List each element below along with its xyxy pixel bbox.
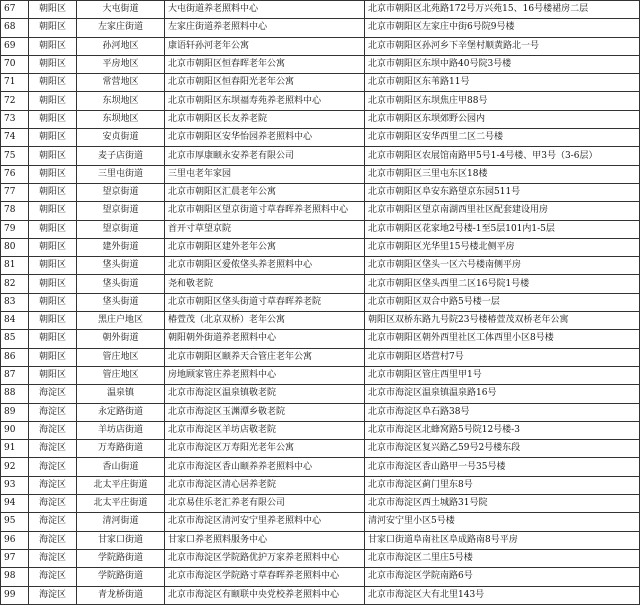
institution-name-cell: 北京市朝阳区恒春晖老年公寓 <box>165 55 365 73</box>
street-cell: 北太平庄街道 <box>77 476 165 494</box>
row-number: 85 <box>1 330 29 348</box>
table-row <box>1 220 640 238</box>
institution-name-cell: 北京市朝阳区爱侬垡头养老照料中心 <box>165 257 365 275</box>
district-cell: 海淀区 <box>29 513 77 531</box>
row-number: 99 <box>1 586 29 604</box>
table-row <box>1 312 640 330</box>
institution-name-cell: 北京市海淀区清心居养老院 <box>165 476 365 494</box>
district-cell: 海淀区 <box>29 458 77 476</box>
district-cell: 朝阳区 <box>29 312 77 330</box>
row-number: 93 <box>1 476 29 494</box>
institution-name-cell: 尧和敬老院 <box>165 275 365 293</box>
district-cell: 朝阳区 <box>29 37 77 55</box>
address-cell: 北京市朝阳区阜安东路望京东园511号 <box>365 183 640 201</box>
row-number: 68 <box>1 19 29 37</box>
street-cell: 北太平庄街道 <box>77 495 165 513</box>
row-number: 78 <box>1 202 29 220</box>
institution-name-cell: 椿萱茂（北京双桥）老年公寓 <box>165 312 365 330</box>
table-row <box>1 202 640 220</box>
address-cell: 北京市朝阳区农展馆南路甲5号1-4号楼、甲3号（3-6层） <box>365 147 640 165</box>
district-cell: 朝阳区 <box>29 165 77 183</box>
institution-name-cell: 大屯街道养老照料中心 <box>165 1 365 19</box>
institution-name-cell: 北京市海淀区羊坊店敬老院 <box>165 421 365 439</box>
row-number: 88 <box>1 385 29 403</box>
row-number: 92 <box>1 458 29 476</box>
street-cell: 朝外街道 <box>77 330 165 348</box>
institution-name-cell: 首开寸草望京院 <box>165 220 365 238</box>
district-cell: 朝阳区 <box>29 110 77 128</box>
district-cell: 海淀区 <box>29 440 77 458</box>
institution-name-cell: 北京市朝阳区望京街道寸草春晖养老照料中心 <box>165 202 365 220</box>
table-row <box>1 458 640 476</box>
table-row <box>1 37 640 55</box>
street-cell: 左家庄街道 <box>77 19 165 37</box>
table-row <box>1 147 640 165</box>
table-row <box>1 476 640 494</box>
street-cell: 麦子店街道 <box>77 147 165 165</box>
address-cell: 北京市朝阳区东坝郊野公园内 <box>365 110 640 128</box>
district-cell: 海淀区 <box>29 476 77 494</box>
row-number: 81 <box>1 257 29 275</box>
row-number: 82 <box>1 275 29 293</box>
district-cell: 朝阳区 <box>29 129 77 147</box>
table-row <box>1 348 640 366</box>
street-cell: 垡头街道 <box>77 293 165 311</box>
institution-name-cell: 北京市朝阳区东坝福寿苑养老照料中心 <box>165 92 365 110</box>
street-cell: 垡头街道 <box>77 275 165 293</box>
institution-name-cell: 北京市海淀区温泉镇敬老院 <box>165 385 365 403</box>
table-row <box>1 19 640 37</box>
district-cell: 朝阳区 <box>29 257 77 275</box>
street-cell: 平房地区 <box>77 55 165 73</box>
address-cell: 北京市海淀区复兴路乙59号2号楼东段 <box>365 440 640 458</box>
institution-name-cell: 房地顾家管庄养老照料中心 <box>165 366 365 384</box>
address-cell: 北京市朝阳区三里屯东区18楼 <box>365 165 640 183</box>
address-cell: 北京市朝阳区东坝焦庄甲88号 <box>365 92 640 110</box>
table-row <box>1 366 640 384</box>
district-cell: 朝阳区 <box>29 238 77 256</box>
address-cell: 北京市海淀区阜石路38号 <box>365 403 640 421</box>
table-row <box>1 385 640 403</box>
table-row <box>1 531 640 549</box>
street-cell: 垡头街道 <box>77 257 165 275</box>
institution-name-cell: 北京市海淀区有颐联中央党校养老照料中心 <box>165 586 365 604</box>
district-cell: 海淀区 <box>29 421 77 439</box>
table-row <box>1 586 640 604</box>
street-cell: 黑庄户地区 <box>77 312 165 330</box>
district-cell: 朝阳区 <box>29 348 77 366</box>
institution-name-cell: 北京市海淀区万寿阳光老年公寓 <box>165 440 365 458</box>
district-cell: 海淀区 <box>29 495 77 513</box>
district-cell: 朝阳区 <box>29 293 77 311</box>
address-cell: 北京市海淀区大有北里143号 <box>365 586 640 604</box>
row-number: 75 <box>1 147 29 165</box>
district-cell: 海淀区 <box>29 531 77 549</box>
row-number: 98 <box>1 568 29 586</box>
institution-name-cell: 北京市朝阳区长友养老院 <box>165 110 365 128</box>
table-row <box>1 275 640 293</box>
district-cell: 海淀区 <box>29 586 77 604</box>
institution-name-cell: 北京市朝阳区颐养天合管庄老年公寓 <box>165 348 365 366</box>
row-number: 77 <box>1 183 29 201</box>
table-row <box>1 257 640 275</box>
address-cell: 甘家口街道阜南社区阜成路南8号平房 <box>365 531 640 549</box>
row-number: 96 <box>1 531 29 549</box>
institution-name-cell: 北京市海淀区玉渊潭乡敬老院 <box>165 403 365 421</box>
district-cell: 朝阳区 <box>29 19 77 37</box>
row-number: 74 <box>1 129 29 147</box>
row-number: 84 <box>1 312 29 330</box>
address-cell: 北京市朝阳区垡头一区六号楼南侧平房 <box>365 257 640 275</box>
street-cell: 学院路街道 <box>77 549 165 567</box>
table-row <box>1 129 640 147</box>
street-cell: 望京街道 <box>77 202 165 220</box>
street-cell: 香山街道 <box>77 458 165 476</box>
district-cell: 朝阳区 <box>29 55 77 73</box>
address-cell: 北京市朝阳区望京南湖西里社区配套建设用房 <box>365 202 640 220</box>
row-number: 73 <box>1 110 29 128</box>
institution-name-cell: 北京市海淀区学院路寸草春晖养老照料中心 <box>165 568 365 586</box>
street-cell: 永定路街道 <box>77 403 165 421</box>
table-row <box>1 403 640 421</box>
address-cell: 北京市朝阳区塔营村7号 <box>365 348 640 366</box>
institution-name-cell: 北京市朝阳区恒春阳光老年公寓 <box>165 74 365 92</box>
table-row <box>1 110 640 128</box>
address-cell: 北京市海淀区北蜂窝路5号院12号楼-3 <box>365 421 640 439</box>
address-cell: 北京市朝阳区北苑路172号万兴苑15、16号楼裙房二层 <box>365 1 640 19</box>
row-number: 71 <box>1 74 29 92</box>
address-cell: 北京市朝阳区管庄西里甲1号 <box>365 366 640 384</box>
institution-name-cell: 北京易佳乐老汇养老有限公司 <box>165 495 365 513</box>
table-row <box>1 183 640 201</box>
institution-name-cell: 北京市朝阳区安华怡园养老照料中心 <box>165 129 365 147</box>
district-cell: 海淀区 <box>29 385 77 403</box>
district-cell: 朝阳区 <box>29 1 77 19</box>
address-cell: 北京市朝阳区双合中路5号楼一层 <box>365 293 640 311</box>
institution-name-cell: 北京市朝阳区建外老年公寓 <box>165 238 365 256</box>
street-cell: 羊坊店街道 <box>77 421 165 439</box>
address-cell: 北京市海淀区温泉镇温泉路16号 <box>365 385 640 403</box>
street-cell: 望京街道 <box>77 183 165 201</box>
district-cell: 朝阳区 <box>29 220 77 238</box>
institution-name-cell: 康语轩孙河老年公寓 <box>165 37 365 55</box>
row-number: 69 <box>1 37 29 55</box>
row-number: 86 <box>1 348 29 366</box>
row-number: 70 <box>1 55 29 73</box>
address-cell: 北京市朝阳区安华西里二区二号楼 <box>365 129 640 147</box>
district-cell: 海淀区 <box>29 549 77 567</box>
row-number: 87 <box>1 366 29 384</box>
district-cell: 朝阳区 <box>29 74 77 92</box>
street-cell: 建外街道 <box>77 238 165 256</box>
table-row <box>1 92 640 110</box>
row-number: 72 <box>1 92 29 110</box>
street-cell: 东坝地区 <box>77 92 165 110</box>
table-body <box>1 1 640 605</box>
table-row <box>1 293 640 311</box>
address-cell: 北京市朝阳区左家庄中街6号院9号楼 <box>365 19 640 37</box>
row-number: 79 <box>1 220 29 238</box>
street-cell: 青龙桥街道 <box>77 586 165 604</box>
street-cell: 大屯街道 <box>77 1 165 19</box>
address-cell: 北京市朝阳区光华里15号楼北侧平房 <box>365 238 640 256</box>
street-cell: 孙河地区 <box>77 37 165 55</box>
street-cell: 管庄地区 <box>77 348 165 366</box>
table-row <box>1 568 640 586</box>
row-number: 97 <box>1 549 29 567</box>
address-cell: 北京市朝阳区朝外西里社区工体西里小区8号楼 <box>365 330 640 348</box>
table-row <box>1 1 640 19</box>
street-cell: 学院路街道 <box>77 568 165 586</box>
row-number: 80 <box>1 238 29 256</box>
street-cell: 管庄地区 <box>77 366 165 384</box>
table-row <box>1 330 640 348</box>
row-number: 95 <box>1 513 29 531</box>
institution-name-cell: 左家庄街道养老照料中心 <box>165 19 365 37</box>
street-cell: 望京街道 <box>77 220 165 238</box>
district-cell: 朝阳区 <box>29 147 77 165</box>
address-cell: 北京市海淀区二里庄5号楼 <box>365 549 640 567</box>
address-cell: 北京市海淀区学院南路6号 <box>365 568 640 586</box>
table-row <box>1 440 640 458</box>
table-row <box>1 74 640 92</box>
address-cell: 北京市朝阳区东苇路11号 <box>365 74 640 92</box>
row-number: 94 <box>1 495 29 513</box>
row-number: 76 <box>1 165 29 183</box>
row-number: 83 <box>1 293 29 311</box>
address-cell: 北京市朝阳区花家地2号楼-1至5层101内1-5层 <box>365 220 640 238</box>
table-row <box>1 165 640 183</box>
institution-name-cell: 北京市海淀区学院路优护万家养老照料中心 <box>165 549 365 567</box>
district-cell: 朝阳区 <box>29 92 77 110</box>
street-cell: 甘家口街道 <box>77 531 165 549</box>
table-row <box>1 421 640 439</box>
street-cell: 安贞街道 <box>77 129 165 147</box>
street-cell: 常营地区 <box>77 74 165 92</box>
table-row <box>1 495 640 513</box>
table-row <box>1 513 640 531</box>
row-number: 67 <box>1 1 29 19</box>
district-cell: 海淀区 <box>29 568 77 586</box>
institution-name-cell: 北京市朝阳区垡头街道寸草春晖养老院 <box>165 293 365 311</box>
district-cell: 朝阳区 <box>29 275 77 293</box>
address-cell: 北京市朝阳区垡头西里二区16号院1号楼 <box>365 275 640 293</box>
address-cell: 清河安宁里小区5号楼 <box>365 513 640 531</box>
institution-name-cell: 北京市厚康颐永安养老有限公司 <box>165 147 365 165</box>
institution-name-cell: 朝阳朝外街道养老照料中心 <box>165 330 365 348</box>
row-number: 91 <box>1 440 29 458</box>
institution-name-cell: 北京市海淀区香山颐养养老照料中心 <box>165 458 365 476</box>
institution-name-cell: 北京市朝阳区汇晨老年公寓 <box>165 183 365 201</box>
street-cell: 万寿路街道 <box>77 440 165 458</box>
table-row <box>1 238 640 256</box>
street-cell: 温泉镇 <box>77 385 165 403</box>
district-cell: 朝阳区 <box>29 366 77 384</box>
institution-name-cell: 甘家口养老照料服务中心 <box>165 531 365 549</box>
address-cell: 朝阳区双桥东路九号院23号楼椿萱茂双桥老年公寓 <box>365 312 640 330</box>
address-cell: 北京市海淀区西土城路31号院 <box>365 495 640 513</box>
institution-name-cell: 三里屯老年家园 <box>165 165 365 183</box>
street-cell: 清河街道 <box>77 513 165 531</box>
district-cell: 朝阳区 <box>29 183 77 201</box>
table-row <box>1 55 640 73</box>
institution-name-cell: 北京市海淀区清河安宁里养老照料中心 <box>165 513 365 531</box>
address-cell: 北京市海淀区蓟门里东8号 <box>365 476 640 494</box>
address-cell: 北京市朝阳区东坝中路40号院3号楼 <box>365 55 640 73</box>
street-cell: 三里屯街道 <box>77 165 165 183</box>
district-cell: 朝阳区 <box>29 330 77 348</box>
street-cell: 东坝地区 <box>77 110 165 128</box>
address-cell: 北京市朝阳区孙河乡下辛堡村顺黄路北一号 <box>365 37 640 55</box>
row-number: 89 <box>1 403 29 421</box>
district-cell: 朝阳区 <box>29 202 77 220</box>
row-number: 90 <box>1 421 29 439</box>
address-cell: 北京市海淀区香山路甲一号35号楼 <box>365 458 640 476</box>
district-cell: 海淀区 <box>29 403 77 421</box>
